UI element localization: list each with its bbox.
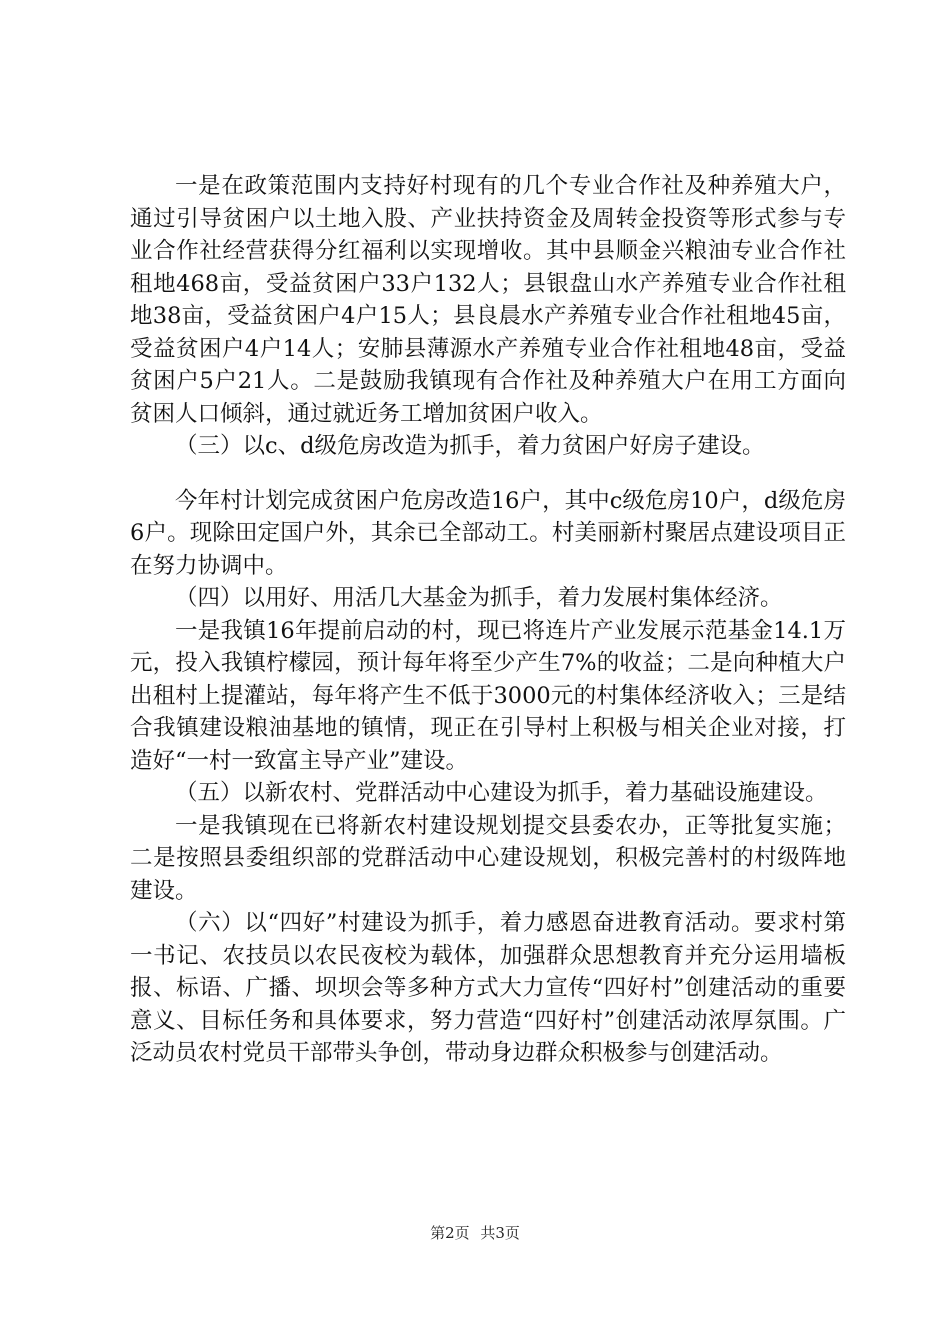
paragraph-3: 今年村计划完成贫困户危房改造16户，其中c级危房10户，d级危房6户。现除田定国户外，其余已全部动工。村美丽新村聚居点建设项目正在努力协调中。 <box>130 487 846 579</box>
paragraph-4-heading: （四）以用好、用活几大基金为抓手，着力发展村集体经济。 <box>175 585 783 611</box>
paragraph-5: 一是我镇16年提前启动的村，现已将连片产业发展示范基金14.1万元，投入我镇柠檬园，预计每年将至少产生7%的收益；二是向种植大户出租村上提灌站，每年将产生不低于3000元的村集体经济收入；三是结合我镇建设粮油基地的镇情，现正在引导村上积极与相关企业对接，打造好“一村一致富主导产业”建设。 <box>130 617 846 774</box>
paragraph-8: （六）以“四好”村建设为抓手，着力感恩奋进教育活动。要求村第一书记、农技员以农民夜校为载体，加强群众思想教育并充分运用墙板报、标语、广播、坝坝会等多种方式大力宣传“四好村”创建活动的重要意义、目标任务和具体要求，努力营造“四好村”创建活动浓厚氛围。广泛动员农村党员干部带头争创，带动身边群众积极参与创建活动。 <box>130 910 846 1066</box>
paragraph-7: 一是我镇现在已将新农村建设规划提交县委农办，正等批复实施；二是按照县委组织部的党群活动中心建设规划，积极完善村的村级阵地建设。 <box>130 812 846 904</box>
page-footer <box>0 1222 950 1243</box>
document-body <box>130 170 846 1070</box>
paragraph-1: 一是在政策范围内支持好村现有的几个专业合作社及种养殖大户，通过引导贫困户以土地入股、产业扶持资金及周转金投资等形式参与专业合作社经营获得分红福利以实现增收。其中县顺金兴粮油专业合作社租地468亩，受益贫困户33户132人；县银盘山水产养殖专业合作社租地38亩，受益贫困户4户15人；县良晨水产养殖专业合作社租地45亩，受益贫困户4户14人；安肺县薄源水产养殖专业合作社租地48亩，受益贫困户5户21人。二是鼓励我镇现有合作社及种养殖大户在用工方面向贫困人口倾斜，通过就近务工增加贫困户收入。 <box>130 173 846 427</box>
page-number: 第2页 <box>430 1224 470 1242</box>
paragraph-2-heading: （三）以c、d级危房改造为抓手，着力贫困户好房子建设。 <box>175 433 765 459</box>
paragraph-6-heading: （五）以新农村、党群活动中心建设为抓手，着力基础设施建设。 <box>175 780 828 806</box>
page-total: 共3页 <box>480 1224 520 1242</box>
